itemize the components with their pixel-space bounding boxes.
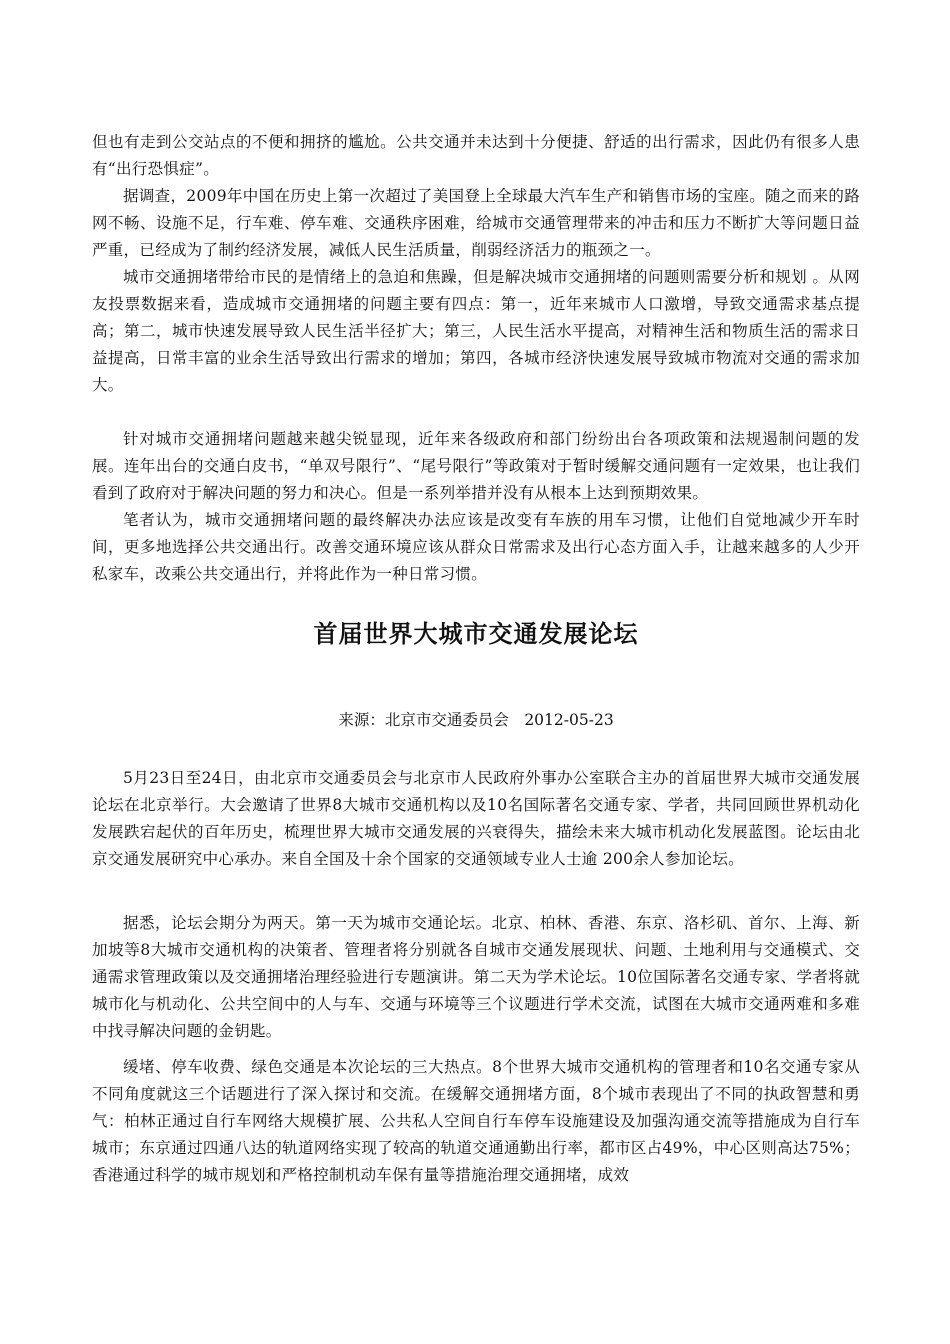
paragraph-author-opinion: 笔者认为，城市交通拥堵问题的最终解决办法应该是改变有车族的用车习惯，让他们自觉地减少开车时间，更多地选择公共交通出行。改善交通环境应该从群众日常需求及出行心态方面入手，让越来越多的人少开私家车，改乘公共交通出行，并将此作为一种日常习惯。 [92,511,860,583]
paragraph-forum-intro: 5月23日至24日，由北京市交通委员会与北京市人民政府外事办公室联合主办的首届世界大城市交通发展论坛在北京举行。大会邀请了世界8大城市交通机构以及10名国际著名交通专家、学者，共同回顾世界机动化发展跌宕起伏的百年历史，梳理世界大城市交通发展的兴衰得失，描绘未来大城市机动化发展蓝图。论坛由北京交通发展研究中心承办。来自全国及十余个国家的交通领域专业人士逾 200余人参加论坛。 [92,769,860,868]
paragraph-government-policy: 针对城市交通拥堵问题越来越尖锐显现，近年来各级政府和部门纷纷出台各项政策和法规遏制问题的发展。连年出台的交通白皮书，“单双号限行”、“尾号限行”等政策对于暂时缓解交通问题有一定效果，也让我们看到了政府对于解决问题的努力和决心。但是一系列举措并没有从根本上达到预期效果。 [92,430,860,502]
paragraph-forum-schedule: 据悉，论坛会期分为两天。第一天为城市交通论坛。北京、柏林、香港、东京、洛杉矶、首尔、上海、新加坡等8大城市交通机构的决策者、管理者将分别就各自城市交通发展现状、问题、土地利用与交通模式、交通需求管理政策以及交通拥堵治理经验进行专题演讲。第二天为学术论坛。10位国际著名交通专家、学者将就城市化与机动化、公共空间中的人与车、交通与环境等三个议题进行学术交流，试图在大城市交通两难和多难中找寻解决问题的金钥匙。 [92,914,860,1040]
article-title: 首届世界大城市交通发展论坛 [313,619,639,648]
article-source: 来源：北京市交通委员会 2012-05-23 [338,711,614,729]
paragraph-forum-hotspots: 缓堵、停车收费、绿色交通是本次论坛的三大热点。8个世界大城市交通机构的管理者和10名交通专家从不同角度就这三个话题进行了深入探讨和交流。在缓解交通拥堵方面，8个城市表现出了不同的执政智慧和勇气：柏林正通过自行车网络大规模扩展、公共私人空间自行车停车设施建设及加强沟通交流等措施成为自行车城市；东京通过四通八达的轨道网络实现了较高的轨道交通通勤出行率，都市区占49%，中心区则高达75%；香港通过科学的城市规划和严格控制机动车保有量等措施治理交通拥堵，成效 [92,1058,860,1184]
paragraph-continued: 但也有走到公交站点的不便和拥挤的尴尬。公共交通并未达到十分便捷、舒适的出行需求，因此仍有很多人患有“出行恐惧症”。 [92,133,860,178]
paragraph-congestion-analysis: 城市交通拥堵带给市民的是情绪上的急迫和焦躁，但是解决城市交通拥堵的问题则需要分析和规划 。从网友投票数据来看，造成城市交通拥堵的问题主要有四点：第一，近年来城市人口激增，导致交通需求基点提高；第二，城市快速发展导致人民生活半径扩大；第三，人民生活水平提高，对精神生活和物质生活的需求日益提高，日常丰富的业余生活导致出行需求的增加；第四，各城市经济快速发展导致城市物流对交通的需求加大。 [92,268,860,394]
paragraph-survey: 据调查，2009年中国在历史上第一次超过了美国登上全球最大汽车生产和销售市场的宝座。随之而来的路网不畅、设施不足，行车难、停车难、交通秩序困难，给城市交通管理带来的冲击和压力不断扩大等问题日益严重，已经成为了制约经济发展，减低人民生活质量，削弱经济活力的瓶颈之一。 [92,187,860,259]
